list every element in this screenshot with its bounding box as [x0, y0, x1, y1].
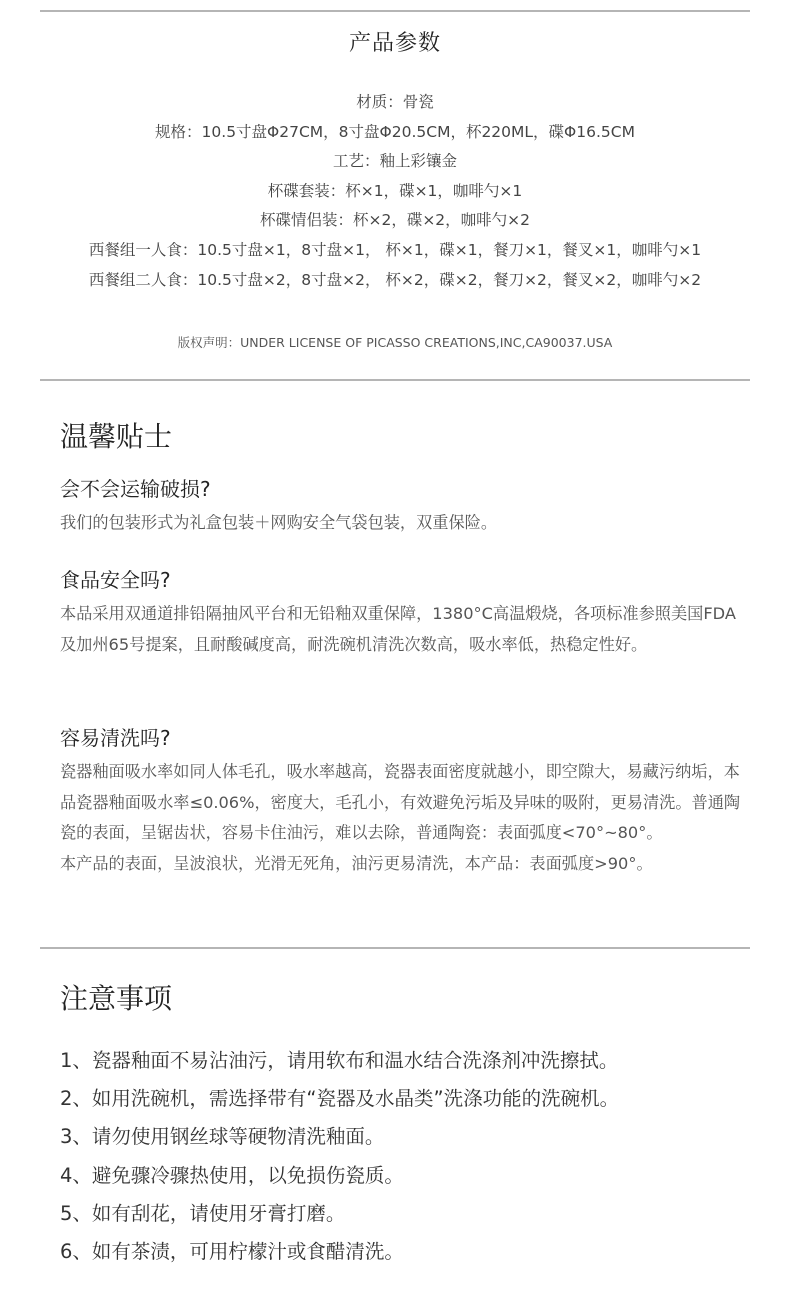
tip-answer [60, 599, 750, 660]
param-craft: 工艺：釉上彩镶金 [332, 152, 457, 171]
note-item: 6、如有茶渍，可用柠檬汁或食醋清洗。 [60, 1239, 404, 1263]
tip-easy-cleaning [60, 723, 750, 879]
middle-divider [40, 379, 750, 381]
note-item: 3、请勿使用钢丝球等硬物清洗釉面。 [60, 1125, 385, 1149]
tip-food-safety [60, 565, 750, 660]
tip-shipping-damage [60, 474, 750, 539]
param-western-two: 西餐组二人食：10.5寸盘×2，8寸盘×2， 杯×2，碟×2，餐刀×2，餐叉×2，咖啡勺×2 [88, 270, 702, 289]
param-spec: 规格：10.5寸盘Φ27CM，8寸盘Φ20.5CM，杯220ML，碟Φ16.5CM [155, 122, 635, 141]
top-divider [40, 10, 750, 12]
tip-answer-paragraph: 瓷器釉面吸水率如同人体毛孔，吸水率越高，瓷器表面密度就越小，即空隙大，易藏污纳垢，本品瓷器釉面吸水率≤0.06%，密度大，毛孔小，有效避免污垢及异味的吸附，更易清洗。普通陶瓷的表面，呈锯齿状，容易卡住油污，难以去除，普通陶瓷：表面弧度<70°~80°。 [60, 762, 741, 842]
notes-list [60, 1042, 760, 1271]
notes-title: 注意事项 [60, 982, 173, 1015]
copyright-notice: 版权声明：UNDER LICENSE OF PICASSO CREATIONS,INC,CA90037.USA [177, 335, 613, 350]
params-list [0, 88, 790, 295]
tip-answer-paragraph: 本品采用双通道排铅隔抽风平台和无铅釉双重保障，1380°C高温煅烧，各项标准参照美国FDA及加州65号提案，且耐酸碱度高，耐洗碗机清洗次数高，吸水率低，热稳定性好。 [60, 604, 736, 654]
note-item: 1、瓷器釉面不易沾油污，请用软布和温水结合洗涤剂冲洗擦拭。 [60, 1049, 619, 1072]
tip-answer-paragraph: 本产品的表面，呈波浪状，光滑无死角，油污更易清洗，本产品：表面弧度>90°。 [60, 853, 653, 873]
param-couple-set: 杯碟情侣装：杯×2，碟×2，咖啡勺×2 [259, 211, 531, 230]
params-title: 产品参数 [348, 31, 441, 56]
tip-question: 会不会运输破损? [60, 477, 211, 501]
bottom-divider [40, 947, 750, 949]
note-item: 2、如用洗碗机，需选择带有“瓷器及水晶类”洗涤功能的洗碗机。 [60, 1087, 620, 1111]
tip-answer [60, 757, 750, 879]
tip-question: 容易清洗吗? [60, 726, 171, 750]
tip-answer [60, 508, 750, 539]
note-item: 5、如有刮花，请使用牙膏打磨。 [60, 1201, 346, 1225]
param-cup-saucer-set: 杯碟套装：杯×1，碟×1，咖啡勺×1 [267, 181, 523, 200]
note-item: 4、避免骤冷骤热使用，以免损伤瓷质。 [60, 1163, 404, 1187]
tip-question: 食品安全吗? [60, 568, 171, 592]
tips-title: 温馨贴士 [60, 420, 173, 453]
tip-answer-paragraph: 我们的包装形式为礼盒包装＋网购安全气袋包装，双重保险。 [60, 513, 498, 532]
param-western-one: 西餐组一人食：10.5寸盘×1，8寸盘×1， 杯×1，碟×1，餐刀×1，餐叉×1，咖啡勺×1 [88, 240, 702, 259]
param-material: 材质：骨瓷 [356, 93, 434, 111]
